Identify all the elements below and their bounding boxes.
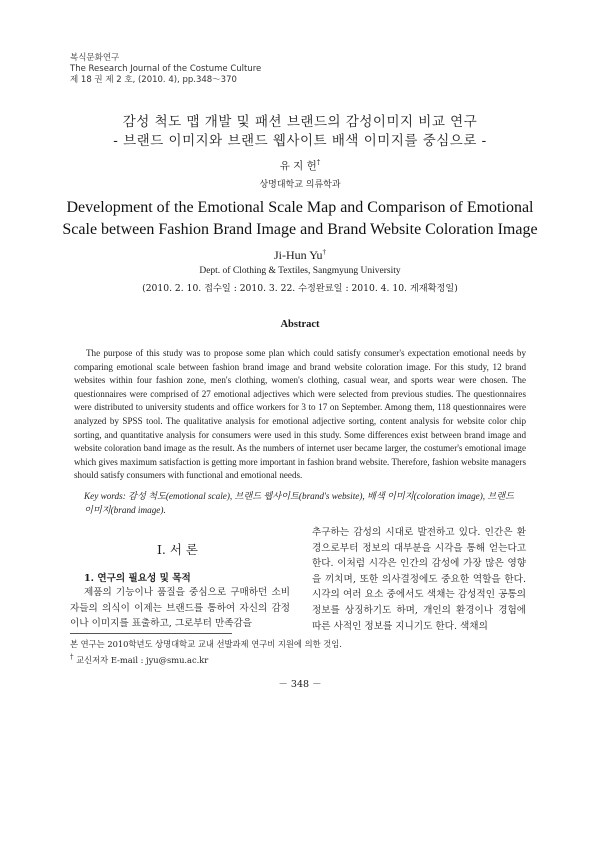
- journal-name-ko: 복식문화연구: [70, 53, 120, 63]
- footnote-email: [70, 652, 208, 666]
- abstract-text: The purpose of this study was to propose some plan which could satisfy consumer's expectation emotional needs by comparing emotional scale between fashion brand image and brand website coloration image. For this study, 12 brand websites within four fashion zone, men's clothing, women's clothing, casual wear, and sports wear were chosen. The questionnaires were comprised of 27 emotional adjectives which were selected from previous studies. The questionnaires were distributed to university students and office workers for 3 to 17 on September. Among them, 118 questionnaires were analyzed by SPSS tool. The qualitative analysis for emotional adjective sorting, content analysis for website color chip sorting, and quantitative analysis for consumers were used in this study. Some differences exist between brand image and website coloration band image as the result. As the numbers of internet user became larger, the costumer's emotional image which gives maximum satisfaction is getting more important in fashion brand website. Therefore, fashion website managers should satisfy consumers with functional and emotional needs.: [74, 348, 526, 481]
- abstract-heading: Abstract: [280, 319, 320, 330]
- affiliation-ko: 상명대학교 의류학과: [259, 180, 341, 190]
- journal-name-en: The Research Journal of the Costume Culture: [70, 64, 262, 74]
- page-number: － 348 －: [278, 679, 322, 690]
- keywords: [84, 490, 524, 517]
- author-ko-name: 유 지 헌: [279, 160, 317, 172]
- corresponding-mark-en: †: [322, 248, 327, 256]
- corresponding-mark: †: [316, 158, 321, 167]
- author-en-name: Ji-Hun Yu: [273, 248, 323, 262]
- keywords-text: 감성 척도(emotional scale), 브랜드 웹사이트(brand's website), 배색 이미지(coloration image), 브랜드 이미지(brand image).: [84, 491, 515, 515]
- title-ko-line1: 감성 척도 맵 개발 및 패션 브랜드의 감성이미지 비교 연구: [122, 114, 478, 130]
- affiliation-en: Dept. of Clothing & Textiles, Sangmyung University: [199, 266, 401, 276]
- footnote-rule: [70, 633, 232, 634]
- volume-info: 제 18 권 제 2 호, (2010. 4), pp.348～370: [70, 75, 237, 85]
- section-heading-intro: Ⅰ. 서 론: [156, 542, 198, 557]
- title-en-line2: Scale between Fashion Brand Image and Brand Website Coloration Image: [62, 221, 538, 238]
- title-en-line1: Development of the Emotional Scale Map and Comparison of Emotional: [66, 199, 534, 216]
- footnote-email-text: 교신저자 E-mail : jyu@smu.ac.kr: [76, 654, 209, 665]
- left-column-text: 제품의 기능이나 품질을 중심으로 구매하던 소비자들의 의식이 이제는 브랜드를 통하여 자신의 감정이나 이미지를 표출하고, 그로부터 만족감을: [70, 587, 290, 630]
- subsection-heading: 1. 연구의 필요성 및 목적: [84, 573, 191, 584]
- submission-dates: (2010. 2. 10. 접수일 : 2010. 3. 22. 수정완료일 : 2010. 4. 10. 게재확정일): [142, 283, 458, 294]
- author-ko: [0, 158, 600, 173]
- keywords-label: Key words:: [84, 491, 126, 501]
- footnote-funding: 본 연구는 2010학년도 상명대학교 교내 선발과제 연구비 지원에 의한 것임.: [70, 639, 342, 649]
- author-en: [0, 248, 600, 263]
- footnote-mark: †: [70, 653, 74, 661]
- title-ko-line2: - 브랜드 이미지와 브랜드 웹사이트 배색 이미지를 중심으로 -: [113, 133, 487, 149]
- right-column-text: 추구하는 감성의 시대로 발전하고 있다. 인간은 환경으로부터 정보의 대부분을 시각을 통해 얻는다고 한다. 이처럼 시각은 인간의 감성에 가장 많은 영향을 끼치며, 또한 의사결정에도 중요한 역할을 한다. 시각의 여러 요소 중에서도 색채는 감성적인 공통의 정보를 상징하기도 하며, 개인의 환경이나 경험에 따른 사적인 정보를 지니기도 한다. 색채의: [312, 527, 526, 632]
